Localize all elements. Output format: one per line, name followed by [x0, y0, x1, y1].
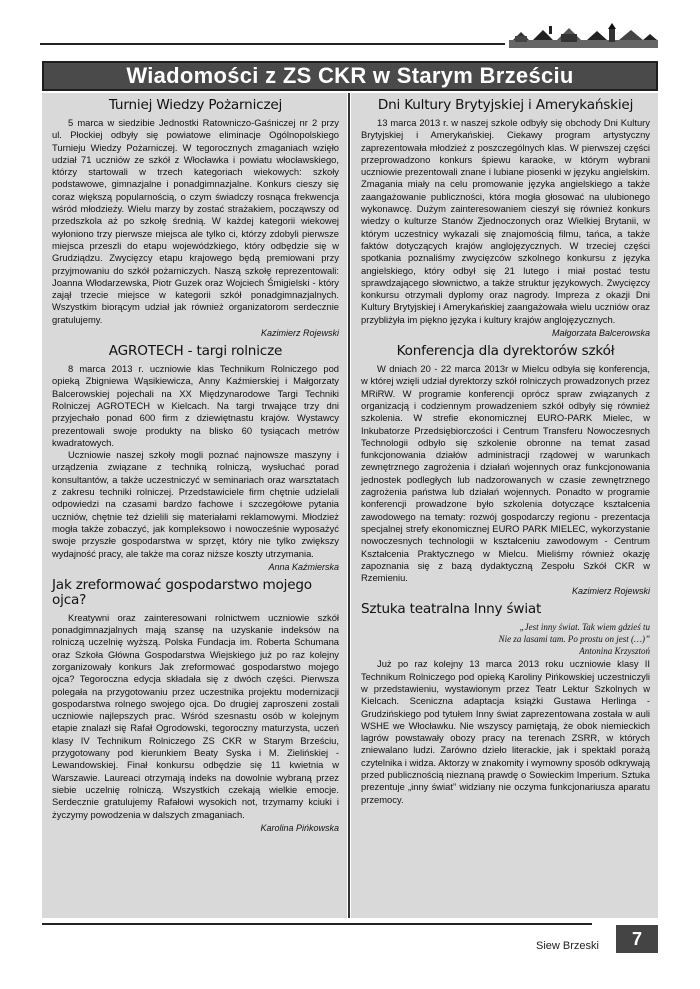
page-number: 7: [616, 925, 658, 953]
article-title: Jak zreformować gospodarstwo mojego ojca?: [52, 576, 312, 608]
bottom-rule: [42, 923, 592, 925]
article-turniej: [52, 98, 339, 339]
article-agrotech: [52, 344, 339, 573]
article-author: Kazimierz Rojewski: [260, 328, 339, 339]
article-author: Kazimierz Rojewski: [571, 586, 650, 597]
column-divider: [348, 93, 350, 918]
motto-line: „Jest inny świat. Tak wiem gdzieś tu: [519, 622, 650, 633]
article-title: Konferencja dla dyrektorów szkół: [396, 343, 615, 360]
article-paragraph: 13 marca 2013 r. w naszej szkole odbyły się obchody Dni Kultury Brytyjskiej i Amerykańskiej. Ciekawy program artystyczny zaprezentowała młodzież z poszczególnych klas. W pierwszej części przeprowadzono konkurs śpiewu karaoke, w którym wybrani uczniowie prezentowali znane i lubiane piosenki w języku angielskim. Zmagania miały na celu promowanie języka angielskiego a także zaangażowanie publiczności, która mogła głosować na ulubionego wykonawcę. Dużym zainteresowaniem cieszył się również konkurs wiedzy o kulturze Stanów Zjednoczonych oraz Wielkiej Brytanii, w którym uczestnicy wykazali się znajomością filmu, tańca, a także faktów dotyczących krajów anglojęzycznych. W trzeciej części spotkania poznaliśmy zwycięzców szkolnego konkursu z języka angielskiego, który odbył się 21 lutego i miał postać testu sprawdzającego słownictwo, a także struktur językowych. Zwycięzcy konkursu otrzymali dyplomy oraz nagrody. Impreza z okazji Dni Kultury Brytyjskiej i Amerykańskiej zaangażowała wielu uczniów oraz przybliżyła im piękno języka i kultury krajów anglojęzycznych.: [361, 117, 650, 325]
article-paragraph: Już po raz kolejny 13 marca 2013 roku uczniowie klasy II Technikum Rolniczego pod opieką Karoliny Pińkowskiej uczestniczyli w przedstawieniu, wystawionym przez Teatr Lektur Szkolnych w Kielcach. Sceniczna adaptacja książki Gustawa Herlinga -Grudzińskiego pod tytułem Inny świat zaprezentowana została w auli WSHE we Włocławku. Nie wszyscy pamiętają, że obok niemieckich lagrów powstawały obozy pracy na terenach ZSRR, w których zniewalano ludzi. Zarówno dzieło literackie, jak i spektakl porażą czytelnika i widza. Aktorzy w znakomity i wymowny sposób odkrywają przed publicznością nieznaną prawdę o Sowieckim Imperium. Sztuka prezentuje „inny świat” widziany nie oczyma funkcjonariusza aparatu przemocy.: [361, 658, 650, 805]
motto-author: Antonina Krzysztoń: [579, 646, 650, 657]
article-author: Karolina Pińkowska: [260, 822, 339, 833]
article-zreformowac: [52, 578, 339, 834]
article-konferencja: [361, 344, 650, 597]
article-title: Sztuka teatralna Inny świat: [361, 601, 542, 618]
village-illustration: [509, 22, 658, 48]
article-title: AGROTECH - targi rolnicze: [108, 343, 283, 360]
article-sztuka: [361, 602, 650, 806]
left-column: [42, 93, 347, 918]
publication-name: Siew Brzeski: [536, 940, 599, 952]
article-dni-kultury: [361, 98, 650, 339]
right-column: [351, 93, 658, 918]
page-title: Wiadomości z ZS CKR w Starym Brześciu: [42, 61, 658, 91]
motto-line: Nie za lasami tam. Po prostu on jest (…)”: [498, 634, 650, 645]
top-rule: [40, 43, 505, 45]
article-title: Dni Kultury Brytyjskiej i Amerykańskiej: [377, 97, 634, 113]
article-paragraph: Kreatywni oraz zainteresowani rolnictwem uczniowie szkół ponadgimnazjalnych mają szansę na uzyskanie indeksów na rolniczą uczelnię wyższą. Polska Fundacja im. Roberta Schumana oraz Szkoła Główna Gospodarstwa Wiejskiego już po raz kolejny zorganizowały konkurs Jak zreformować gospodarstwo mojego ojca? Tegoroczna edycja składała się z dwóch części. Pierwsza polegała na przygotowaniu przez uczestnika projektu modernizacji gospodarstwa rolnego swojego ojca. Do drugiej zaproszeni zostali uczniowie najlepszych prac. Wśród szesnastu osób w kolejnym etapie znalazł się Rafał Ogrodowski, tegoroczny maturzysta, uczeń klasy IV Technikum Rolniczego ZS CKR w Starym Brześciu, przygotowany pod kierunkiem Beaty Syska i M. Zielińskiej -Lewandowskiej. Finał konkursu odbędzie się 11 kwietnia w Warszawie. Laureaci otrzymają indeks na dowolnie wybraną przez siebie uczelnię rolniczą. Wszystkich czekają wielkie emocje. Serdecznie gratulujemy Rafałowi wysokich not, trzymamy kciuki i życzymy powodzenia w dalszych zmaganiach.: [52, 611, 339, 820]
article-title: Turniej Wiedzy Pożarniczej: [108, 97, 283, 113]
article-paragraph: W dniach 20 - 22 marca 2013r w Mielcu odbyła się konferencja, w której wzięli udział dyrektorzy szkół rolniczych prowadzonych przez MRiRW. W programie konferencji oprócz spraw związanych z organizacją i codziennym prowadzeniem szkół odbyły się również szkolenia. W strefie ekonomicznej EURO-PARK Mielec, w Inkubatorze Przedsiębiorczości i Centrum Transferu Nowoczesnych Technologii odbyło się szkolenie obronne na temat zasad funkcjonowania działów administracji rządowej w warunkach zewnętrznego zagrożenia i działań wojennych oraz funkcjonowania jednostek podległych lub nadzorowanych w czasie zewnętrznego zagrożenia państwa lub działań wojennych. Ponadto w programie konferencji prowadzone było szkolenia dotyczące kształcenia zawodowego na tematy: rozwój gospodarczy regionu - prezentacja specjalnej strefy ekonomicznej EURO PARK MIELEC, wykorzystanie nowoczesnych technologii w kształceniu zawodowym - Centrum Kształcenia Praktycznego w Mielcu. Mieliśmy również okazję zapoznania się z bazą dydaktyczną Zespołu Szkół CKR w Rzemieniu.: [361, 363, 650, 584]
article-paragraph: Uczniowie naszej szkoły mogli poznać najnowsze maszyny i urządzenia związane z techniką rolniczą, wysłuchać porad konsultantów, a także uczestniczyć w seminariach oraz warsztatach z zakresu techniki rolniczej. Przedstawiciele firm chętnie udzielali odpowiedzi na czasami bardzo fachowe i szczegółowe pytania uczniów, chętnie też dzielili się materiałami reklamowymi. Młodzież mogła także zobaczyć, jak kompleksowo i nowocześnie wyposażyć swoje przyszłe gospodarstwa w sprzęt, który nie tylko zwiększy wydajność pracy, ale także ma coraz niższe koszty utrzymania.: [52, 449, 339, 559]
article-author: Anna Kaźmierska: [268, 561, 339, 572]
article-paragraph: 5 marca w siedzibie Jednostki Ratowniczo-Gaśniczej nr 2 przy ul. Płockiej odbyły się powiatowe eliminacje Ogólnopolskiego Turnieju Wiedzy Pożarniczej. W tegorocznych zmaganiach wzięło udział 71 uczniów ze szkół z Włocławka i powiatu włocławskiego, którzy startowali w trzech kategoriach wiekowych: szkoły podstawowe, gimnazjalne i ponadgimnazjalne. Konkurs cieszy się coraz większą popularnością, o czym świadczy rosnąca frekwencja wśród młodzieży. Wielu marzy by zostać strażakiem, począwszy od przedszkola aż po szkołę średnią. W każdej kategorii wiekowej wyłoniono trzy pierwsze miejsca ale tylko ci, którzy zdobyli pierwsze miejsca przeszli do etapu wojewódzkiego, który odbędzie się w Grudziądzu. Zwycięzcy etapu krajowego będą premiowani przy przyjmowaniu do szkół pożarniczych. Naszą szkołę reprezentowali: Joanna Włodarzewska, Piotr Guzek oraz Wojciech Śmigielski - który zajął trzecie miejsce w kategorii szkół ponadgimnazjalnych. Wszystkim biorącym udział jak również organizatorom serdecznie gratulujemy.: [52, 117, 339, 325]
article-paragraph: 8 marca 2013 r. uczniowie klas Technikum Rolniczego pod opieką Zbigniewa Wąsikiewicza, Anny Kaźmierskiej i Małgorzaty Balcerowskiej pojechali na XX Międzynarodowe Targi Techniki Rolniczej AGROTECH w Kielcach. Na targi trwające trzy dni przyjechało ponad 600 firm z dziewiętnastu krajów. Wystawcy prezentowali swoje produkty na blisko 60 tysiącach metrów kwadratowych.: [52, 363, 339, 448]
article-author: Małgorzata Balcerowska: [551, 328, 650, 339]
